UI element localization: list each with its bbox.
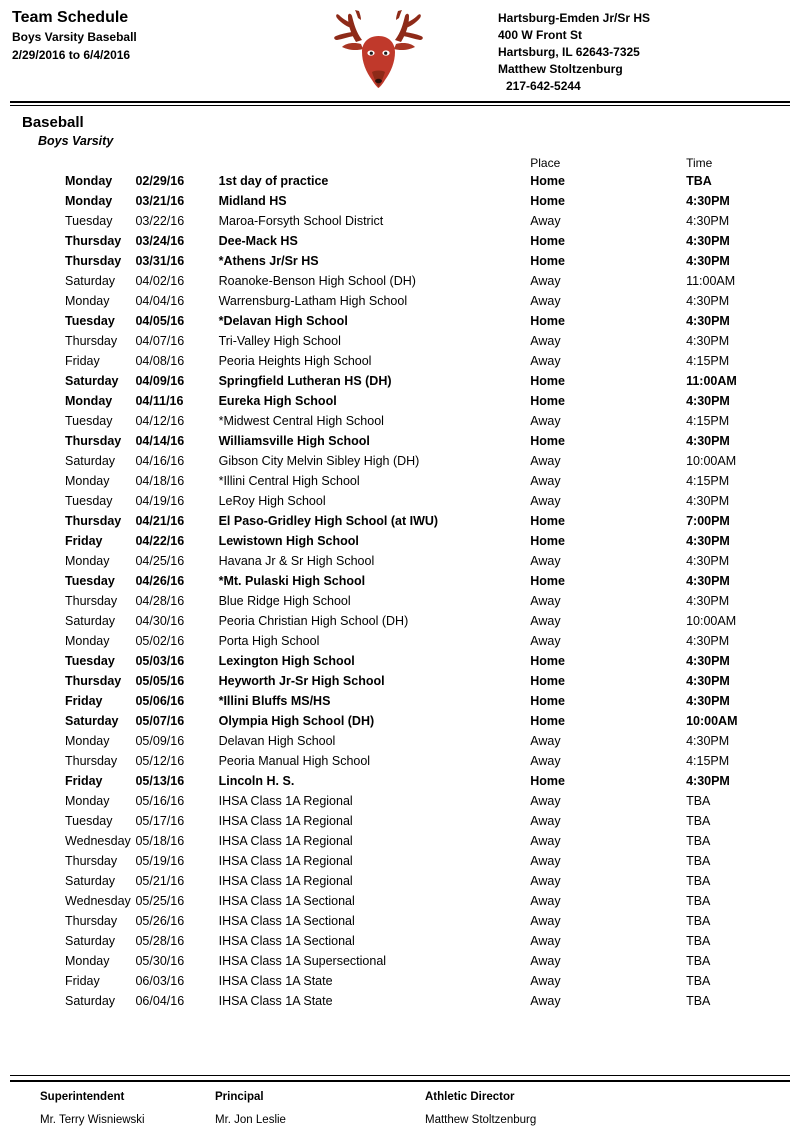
cell-day: Monday — [65, 174, 113, 188]
cell-opponent: El Paso-Gridley High School (at IWU) — [218, 514, 439, 528]
cell-day: Tuesday — [65, 494, 113, 508]
cell-place: Away — [530, 294, 561, 308]
cell-time: TBA — [686, 854, 711, 868]
cell-date: 05/21/16 — [135, 874, 185, 888]
cell-place: Away — [530, 814, 561, 828]
cell-opponent: *Mt. Pulaski High School — [218, 574, 366, 588]
cell-place: Away — [530, 634, 561, 648]
cell-time: 4:30PM — [686, 654, 730, 668]
cell-date: 05/12/16 — [135, 754, 185, 768]
cell-opponent: *Midwest Central High School — [218, 414, 384, 428]
schedule-table-head — [10, 156, 790, 171]
cell-time: 4:30PM — [686, 294, 730, 308]
athletic-director-role: Athletic Director — [425, 1091, 515, 1103]
superintendent-role: Superintendent — [40, 1091, 125, 1103]
cell-time: TBA — [686, 914, 711, 928]
sport-level: Boys Varsity — [38, 134, 114, 148]
table-row — [10, 211, 790, 231]
cell-day: Thursday — [65, 514, 122, 528]
cell-day: Friday — [65, 534, 103, 548]
cell-time: 4:30PM — [686, 734, 730, 748]
cell-date: 05/26/16 — [135, 914, 185, 928]
cell-date: 05/07/16 — [135, 714, 185, 728]
cell-date: 05/06/16 — [135, 694, 185, 708]
cell-place: Away — [530, 994, 561, 1008]
table-row — [10, 171, 790, 191]
cell-date: 04/09/16 — [135, 374, 185, 388]
cell-date: 04/28/16 — [135, 594, 185, 608]
cell-opponent: Tri-Valley High School — [218, 334, 341, 348]
cell-day: Thursday — [65, 914, 118, 928]
table-row — [10, 251, 790, 271]
cell-opponent: Warrensburg-Latham High School — [218, 294, 408, 308]
cell-place: Home — [530, 714, 565, 728]
table-row — [10, 191, 790, 211]
cell-date: 04/12/16 — [135, 414, 185, 428]
cell-day: Monday — [65, 474, 110, 488]
cell-date: 05/28/16 — [135, 934, 185, 948]
cell-opponent: *Illini Bluffs MS/HS — [218, 694, 331, 708]
cell-opponent: IHSA Class 1A Supersectional — [218, 954, 387, 968]
cell-time: 11:00AM — [686, 374, 737, 388]
table-row — [10, 451, 790, 471]
cell-place: Home — [530, 314, 565, 328]
cell-date: 05/13/16 — [135, 774, 185, 788]
cell-date: 04/19/16 — [135, 494, 185, 508]
table-row — [10, 351, 790, 371]
footer-athletic-director — [425, 1089, 675, 1128]
column-header-day — [10, 156, 135, 171]
cell-opponent: IHSA Class 1A Regional — [218, 874, 353, 888]
school-city-state-zip: Hartsburg, IL 62643-7325 — [498, 45, 640, 59]
cell-opponent: Peoria Christian High School (DH) — [218, 614, 409, 628]
cell-place: Home — [530, 774, 565, 788]
table-row — [10, 891, 790, 911]
cell-opponent: *Delavan High School — [218, 314, 348, 328]
table-row — [10, 871, 790, 891]
table-row — [10, 651, 790, 671]
cell-place: Away — [530, 874, 561, 888]
cell-day: Tuesday — [65, 414, 113, 428]
cell-place: Away — [530, 494, 561, 508]
cell-date: 04/22/16 — [135, 534, 185, 548]
cell-place: Away — [530, 334, 561, 348]
cell-day: Tuesday — [65, 574, 115, 588]
table-header-row — [10, 156, 790, 171]
cell-day: Wednesday — [65, 834, 131, 848]
cell-time: 4:30PM — [686, 594, 730, 608]
table-row — [10, 311, 790, 331]
cell-day: Monday — [65, 294, 110, 308]
cell-date: 05/16/16 — [135, 794, 185, 808]
school-logo — [280, 8, 480, 88]
cell-opponent: IHSA Class 1A Sectional — [218, 934, 355, 948]
cell-time: 4:30PM — [686, 394, 730, 408]
table-row — [10, 511, 790, 531]
cell-time: TBA — [686, 814, 711, 828]
cell-day: Saturday — [65, 374, 119, 388]
cell-time: 4:30PM — [686, 314, 730, 328]
cell-date: 05/25/16 — [135, 894, 185, 908]
table-row — [10, 231, 790, 251]
cell-day: Thursday — [65, 334, 118, 348]
cell-day: Saturday — [65, 714, 119, 728]
cell-date: 03/22/16 — [135, 214, 185, 228]
cell-place: Away — [530, 894, 561, 908]
cell-opponent: LeRoy High School — [218, 494, 326, 508]
cell-opponent: IHSA Class 1A State — [218, 994, 333, 1008]
table-row — [10, 991, 790, 1011]
cell-place: Home — [530, 394, 565, 408]
cell-day: Tuesday — [65, 214, 113, 228]
table-row — [10, 331, 790, 351]
header-right-block — [480, 8, 790, 95]
document-footer — [10, 1075, 790, 1128]
cell-time: TBA — [686, 954, 711, 968]
cell-place: Away — [530, 974, 561, 988]
footer-superintendent — [10, 1089, 215, 1128]
table-row — [10, 411, 790, 431]
cell-day: Saturday — [65, 874, 116, 888]
table-row — [10, 291, 790, 311]
table-row — [10, 591, 790, 611]
table-row — [10, 491, 790, 511]
cell-day: Monday — [65, 554, 110, 568]
date-range: 2/29/2016 to 6/4/2016 — [12, 48, 131, 62]
cell-opponent: Havana Jr & Sr High School — [218, 554, 375, 568]
cell-time: TBA — [686, 794, 711, 808]
table-row — [10, 711, 790, 731]
cell-date: 05/17/16 — [135, 814, 185, 828]
cell-time: 4:30PM — [686, 674, 730, 688]
cell-opponent: Lincoln H. S. — [218, 774, 295, 788]
cell-time: 4:30PM — [686, 194, 730, 208]
cell-date: 04/05/16 — [135, 314, 185, 328]
cell-day: Tuesday — [65, 814, 113, 828]
column-header-date — [135, 156, 218, 171]
cell-opponent: Roanoke-Benson High School (DH) — [218, 274, 416, 288]
cell-date: 05/09/16 — [135, 734, 185, 748]
cell-date: 05/03/16 — [135, 654, 185, 668]
cell-opponent: *Athens Jr/Sr HS — [218, 254, 319, 268]
cell-place: Away — [530, 454, 561, 468]
table-row — [10, 851, 790, 871]
document-header — [10, 0, 790, 99]
cell-place: Away — [530, 554, 561, 568]
cell-opponent: Midland HS — [218, 194, 287, 208]
table-row — [10, 691, 790, 711]
table-row — [10, 471, 790, 491]
cell-time: 4:30PM — [686, 214, 730, 228]
cell-time: 4:15PM — [686, 474, 730, 488]
table-row — [10, 931, 790, 951]
cell-opponent: Heyworth Jr-Sr High School — [218, 674, 385, 688]
cell-time: 4:30PM — [686, 334, 730, 348]
cell-time: 4:30PM — [686, 554, 730, 568]
cell-day: Thursday — [65, 754, 118, 768]
cell-place: Away — [530, 354, 561, 368]
table-row — [10, 631, 790, 651]
cell-date: 02/29/16 — [135, 174, 185, 188]
cell-date: 04/30/16 — [135, 614, 185, 628]
cell-day: Saturday — [65, 994, 116, 1008]
cell-day: Thursday — [65, 434, 122, 448]
cell-time: 4:30PM — [686, 574, 730, 588]
header-left-block — [10, 8, 280, 63]
school-address: 400 W Front St — [498, 28, 583, 42]
cell-opponent: IHSA Class 1A Sectional — [218, 894, 355, 908]
cell-time: 4:15PM — [686, 354, 730, 368]
cell-date: 04/16/16 — [135, 454, 185, 468]
cell-day: Friday — [65, 774, 103, 788]
cell-opponent: Olympia High School (DH) — [218, 714, 375, 728]
cell-place: Away — [530, 794, 561, 808]
table-row — [10, 791, 790, 811]
table-row — [10, 771, 790, 791]
cell-place: Home — [530, 194, 565, 208]
athletic-director-name: Matthew Stoltzenburg — [425, 1114, 537, 1126]
cell-opponent: Porta High School — [218, 634, 320, 648]
superintendent-name: Mr. Terry Wisniewski — [40, 1114, 145, 1126]
table-row — [10, 911, 790, 931]
cell-opponent: IHSA Class 1A State — [218, 974, 333, 988]
table-row — [10, 751, 790, 771]
cell-opponent: Eureka High School — [218, 394, 337, 408]
cell-time: 4:30PM — [686, 634, 730, 648]
cell-time: 4:30PM — [686, 774, 730, 788]
cell-opponent: IHSA Class 1A Sectional — [218, 914, 355, 928]
cell-place: Away — [530, 854, 561, 868]
cell-day: Thursday — [65, 254, 122, 268]
cell-place: Away — [530, 934, 561, 948]
cell-date: 03/24/16 — [135, 234, 185, 248]
cell-place: Away — [530, 914, 561, 928]
cell-opponent: IHSA Class 1A Regional — [218, 854, 353, 868]
cell-place: Home — [530, 374, 565, 388]
cell-day: Thursday — [65, 594, 118, 608]
school-contact: Matthew Stoltzenburg — [498, 62, 623, 76]
table-row — [10, 971, 790, 991]
cell-place: Home — [530, 434, 565, 448]
cell-opponent: Lexington High School — [218, 654, 355, 668]
cell-place: Home — [530, 234, 565, 248]
cell-date: 06/04/16 — [135, 994, 185, 1008]
cell-time: 10:00AM — [686, 714, 738, 728]
principal-name: Mr. Jon Leslie — [215, 1114, 286, 1126]
cell-opponent: IHSA Class 1A Regional — [218, 834, 353, 848]
cell-date: 04/25/16 — [135, 554, 185, 568]
cell-time: 4:30PM — [686, 254, 730, 268]
cell-time: TBA — [686, 874, 711, 888]
cell-opponent: Maroa-Forsyth School District — [218, 214, 384, 228]
cell-opponent: Dee-Mack HS — [218, 234, 298, 248]
cell-place: Home — [530, 694, 565, 708]
cell-time: TBA — [686, 174, 712, 188]
cell-day: Saturday — [65, 934, 116, 948]
cell-place: Home — [530, 574, 565, 588]
cell-place: Away — [530, 614, 561, 628]
table-row — [10, 671, 790, 691]
cell-time: 4:15PM — [686, 754, 730, 768]
cell-time: TBA — [686, 834, 711, 848]
cell-date: 04/21/16 — [135, 514, 185, 528]
cell-date: 03/31/16 — [135, 254, 185, 268]
cell-date: 04/02/16 — [135, 274, 185, 288]
cell-place: Away — [530, 274, 561, 288]
cell-date: 05/19/16 — [135, 854, 185, 868]
cell-date: 04/07/16 — [135, 334, 185, 348]
cell-day: Monday — [65, 794, 110, 808]
cell-time: 10:00AM — [686, 614, 737, 628]
cell-date: 05/30/16 — [135, 954, 185, 968]
cell-place: Away — [530, 754, 561, 768]
table-row — [10, 831, 790, 851]
cell-time: 7:00PM — [686, 514, 730, 528]
cell-date: 04/18/16 — [135, 474, 185, 488]
cell-place: Away — [530, 734, 561, 748]
table-row — [10, 371, 790, 391]
cell-time: TBA — [686, 974, 711, 988]
cell-day: Saturday — [65, 614, 116, 628]
cell-day: Saturday — [65, 454, 116, 468]
cell-opponent: *Illini Central High School — [218, 474, 360, 488]
column-header-opponent — [219, 156, 531, 171]
cell-time: 4:30PM — [686, 234, 730, 248]
cell-day: Friday — [65, 694, 103, 708]
cell-time: 11:00AM — [686, 274, 736, 288]
cell-opponent: Springfield Lutheran HS (DH) — [218, 374, 392, 388]
cell-place: Home — [530, 174, 565, 188]
cell-day: Tuesday — [65, 314, 115, 328]
cell-day: Monday — [65, 954, 110, 968]
cell-day: Thursday — [65, 854, 118, 868]
cell-place: Home — [530, 254, 565, 268]
cell-time: TBA — [686, 894, 711, 908]
cell-place: Away — [530, 594, 561, 608]
cell-place: Home — [530, 674, 565, 688]
cell-place: Away — [530, 414, 561, 428]
school-name: Hartsburg-Emden Jr/Sr HS — [498, 11, 651, 25]
cell-date: 04/26/16 — [135, 574, 185, 588]
table-row — [10, 431, 790, 451]
cell-date: 05/02/16 — [135, 634, 185, 648]
cell-date: 04/08/16 — [135, 354, 185, 368]
cell-opponent: IHSA Class 1A Regional — [218, 814, 353, 828]
cell-day: Monday — [65, 194, 113, 208]
cell-day: Thursday — [65, 234, 122, 248]
cell-date: 04/14/16 — [135, 434, 185, 448]
cell-date: 03/21/16 — [135, 194, 185, 208]
cell-opponent: Blue Ridge High School — [218, 594, 351, 608]
table-row — [10, 571, 790, 591]
cell-day: Saturday — [65, 274, 116, 288]
cell-time: 4:30PM — [686, 494, 730, 508]
cell-day: Monday — [65, 394, 113, 408]
cell-day: Friday — [65, 354, 100, 368]
table-row — [10, 731, 790, 751]
table-row — [10, 391, 790, 411]
cell-date: 05/05/16 — [135, 674, 185, 688]
table-row — [10, 951, 790, 971]
cell-day: Thursday — [65, 674, 122, 688]
cell-time: TBA — [686, 934, 711, 948]
cell-opponent: Williamsville High School — [218, 434, 370, 448]
cell-time: 4:30PM — [686, 694, 730, 708]
team-name: Boys Varsity Baseball — [12, 30, 137, 44]
cell-time: TBA — [686, 994, 711, 1008]
column-header-place: Place — [530, 156, 561, 170]
cell-opponent: Delavan High School — [218, 734, 336, 748]
cell-date: 05/18/16 — [135, 834, 185, 848]
cell-opponent: Peoria Manual High School — [218, 754, 371, 768]
cell-opponent: IHSA Class 1A Regional — [218, 794, 353, 808]
column-header-time: Time — [686, 156, 713, 170]
cell-time: 10:00AM — [686, 454, 737, 468]
cell-day: Monday — [65, 634, 110, 648]
cell-day: Monday — [65, 734, 110, 748]
cell-place: Home — [530, 514, 565, 528]
sport-name: Baseball — [22, 114, 84, 131]
cell-time: 4:30PM — [686, 434, 730, 448]
cell-place: Away — [530, 474, 561, 488]
table-row — [10, 271, 790, 291]
cell-opponent: Peoria Heights High School — [218, 354, 372, 368]
cell-time: 4:15PM — [686, 414, 730, 428]
principal-role: Principal — [215, 1091, 264, 1103]
table-row — [10, 531, 790, 551]
cell-opponent: Lewistown High School — [218, 534, 359, 548]
cell-place: Home — [530, 534, 565, 548]
cell-date: 04/11/16 — [135, 394, 184, 408]
cell-place: Away — [530, 214, 561, 228]
cell-day: Wednesday — [65, 894, 131, 908]
footer-principal — [215, 1089, 425, 1128]
cell-opponent: 1st day of practice — [218, 174, 329, 188]
cell-date: 04/04/16 — [135, 294, 185, 308]
table-row — [10, 811, 790, 831]
cell-day: Friday — [65, 974, 100, 988]
table-row — [10, 611, 790, 631]
school-phone: 217-642-5244 — [506, 79, 581, 93]
stag-head-icon — [332, 10, 428, 88]
cell-place: Away — [530, 834, 561, 848]
cell-date: 06/03/16 — [135, 974, 185, 988]
cell-day: Tuesday — [65, 654, 115, 668]
cell-place: Away — [530, 954, 561, 968]
schedule-table-body — [10, 171, 790, 1011]
page-title: Team Schedule — [12, 9, 129, 26]
cell-opponent: Gibson City Melvin Sibley High (DH) — [218, 454, 420, 468]
table-row — [10, 551, 790, 571]
cell-place: Home — [530, 654, 565, 668]
schedule-table — [10, 156, 790, 1011]
cell-time: 4:30PM — [686, 534, 730, 548]
